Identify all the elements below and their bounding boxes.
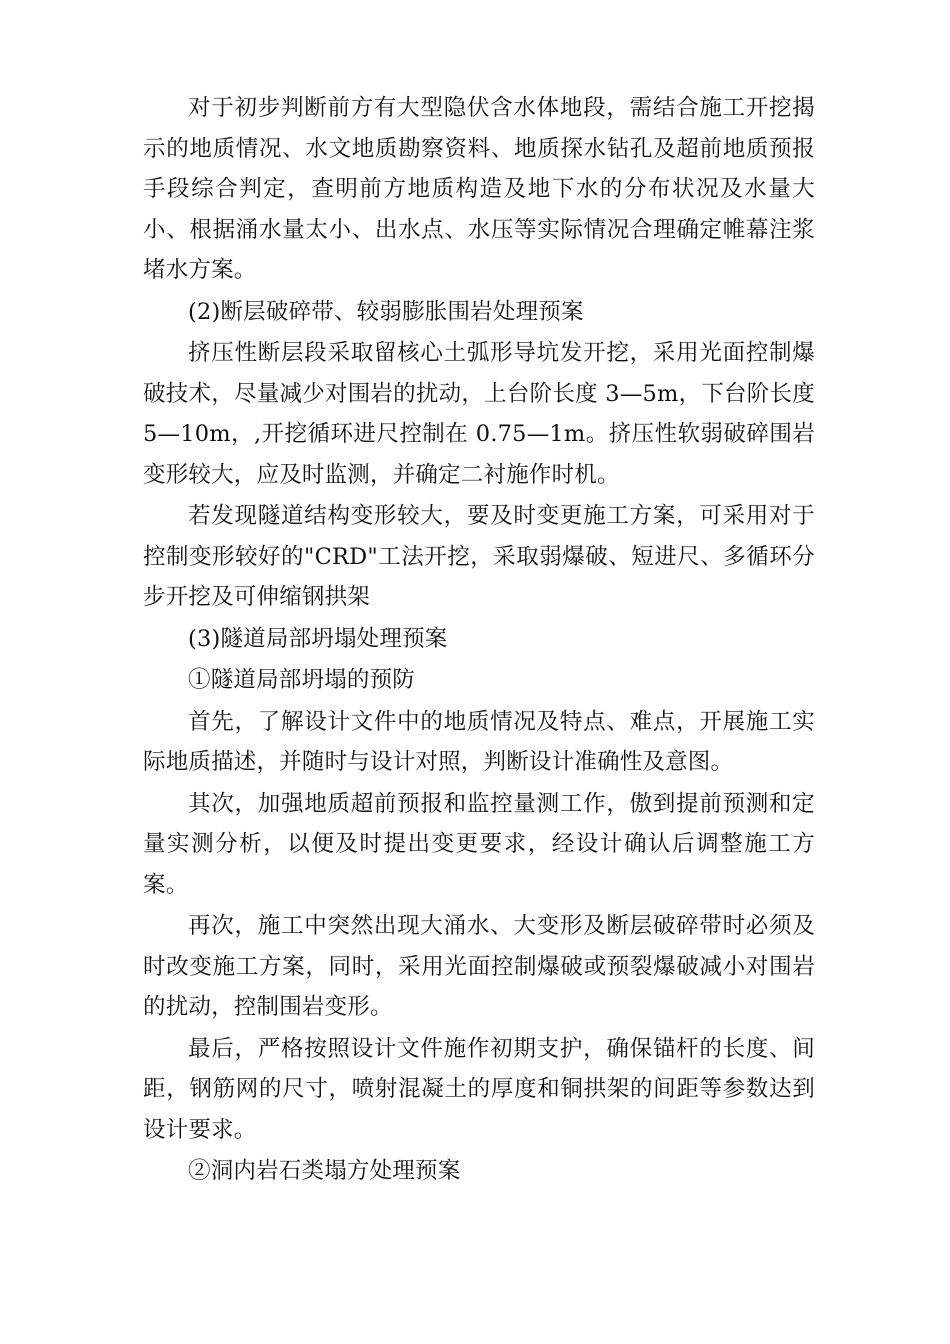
paragraph-second-step: 其次，加强地质超前预报和监控量测工作，傲到提前预测和定量实测分析，以便及时提出变更要求，经设计确认后调整施工方案。 [143,790,815,898]
paragraph-crd-method: 若发现隧道结构变形较大，要及时变更施工方案，可采用对于控制变形较好的"CRD"工法开挖，采取弱爆破、短进尺、多循环分步开挖及可伸缩钢拱架 [143,503,815,610]
document-page [143,88,815,1193]
heading-collapse-prevention: ①隧道局部坍塌的预防 [188,667,416,693]
paragraph-third-step: 再次，施工中突然出现大涌水、大变形及断层破碎带时必须及时改变施工方案，同时，采用光面控制爆破或预裂爆破减小对围岩的扰动，控制围岩变形。 [143,913,815,1020]
paragraph-first-step: 首先，了解设计文件中的地质情况及特点、难点，开展施工实际地质描述，并随时与设计对照，判断设计准确性及意图。 [143,708,815,775]
paragraph-inrush-water-assessment: 对于初步判断前方有大型隐伏含水体地段，需结合施工开挖揭示的地质情况、水文地质勘察资料、地质探水钻孔及超前地质预报手段综合判定，查明前方地质构造及地下水的分布状况及水量大小、根据涌水量太小、出水点、水压等实际情况合理确定帷幕注浆堵水方案。 [143,95,815,283]
heading-fault-zone-plan: (2)断层破碎带、较弱膨胀围岩处理预案 [188,298,584,325]
paragraph-final-step: 最后，严格按照设计文件施作初期支护，确保锚杆的长度、间距，钢筋网的尺寸，喷射混凝土的厚度和铜拱架的间距等参数达到设计要求。 [143,1035,815,1143]
heading-local-collapse-plan: (3)隧道局部坍塌处理预案 [188,625,448,652]
heading-rock-collapse-plan: ②洞内岩石类塌方处理预案 [188,1158,461,1184]
paragraph-squeezing-fault-excavation: 挤压性断层段采取留核心土弧形导坑发开挖，采用光面控制爆破技术，尽量减少对围岩的扰动，上台阶长度 3—5m，下台阶长度 5—10m，,开挖循环进尺控制在 0.75—1m。挤压性软弱破碎围岩变形较大，应及时监测，并确定二衬施作时机。 [143,340,815,488]
